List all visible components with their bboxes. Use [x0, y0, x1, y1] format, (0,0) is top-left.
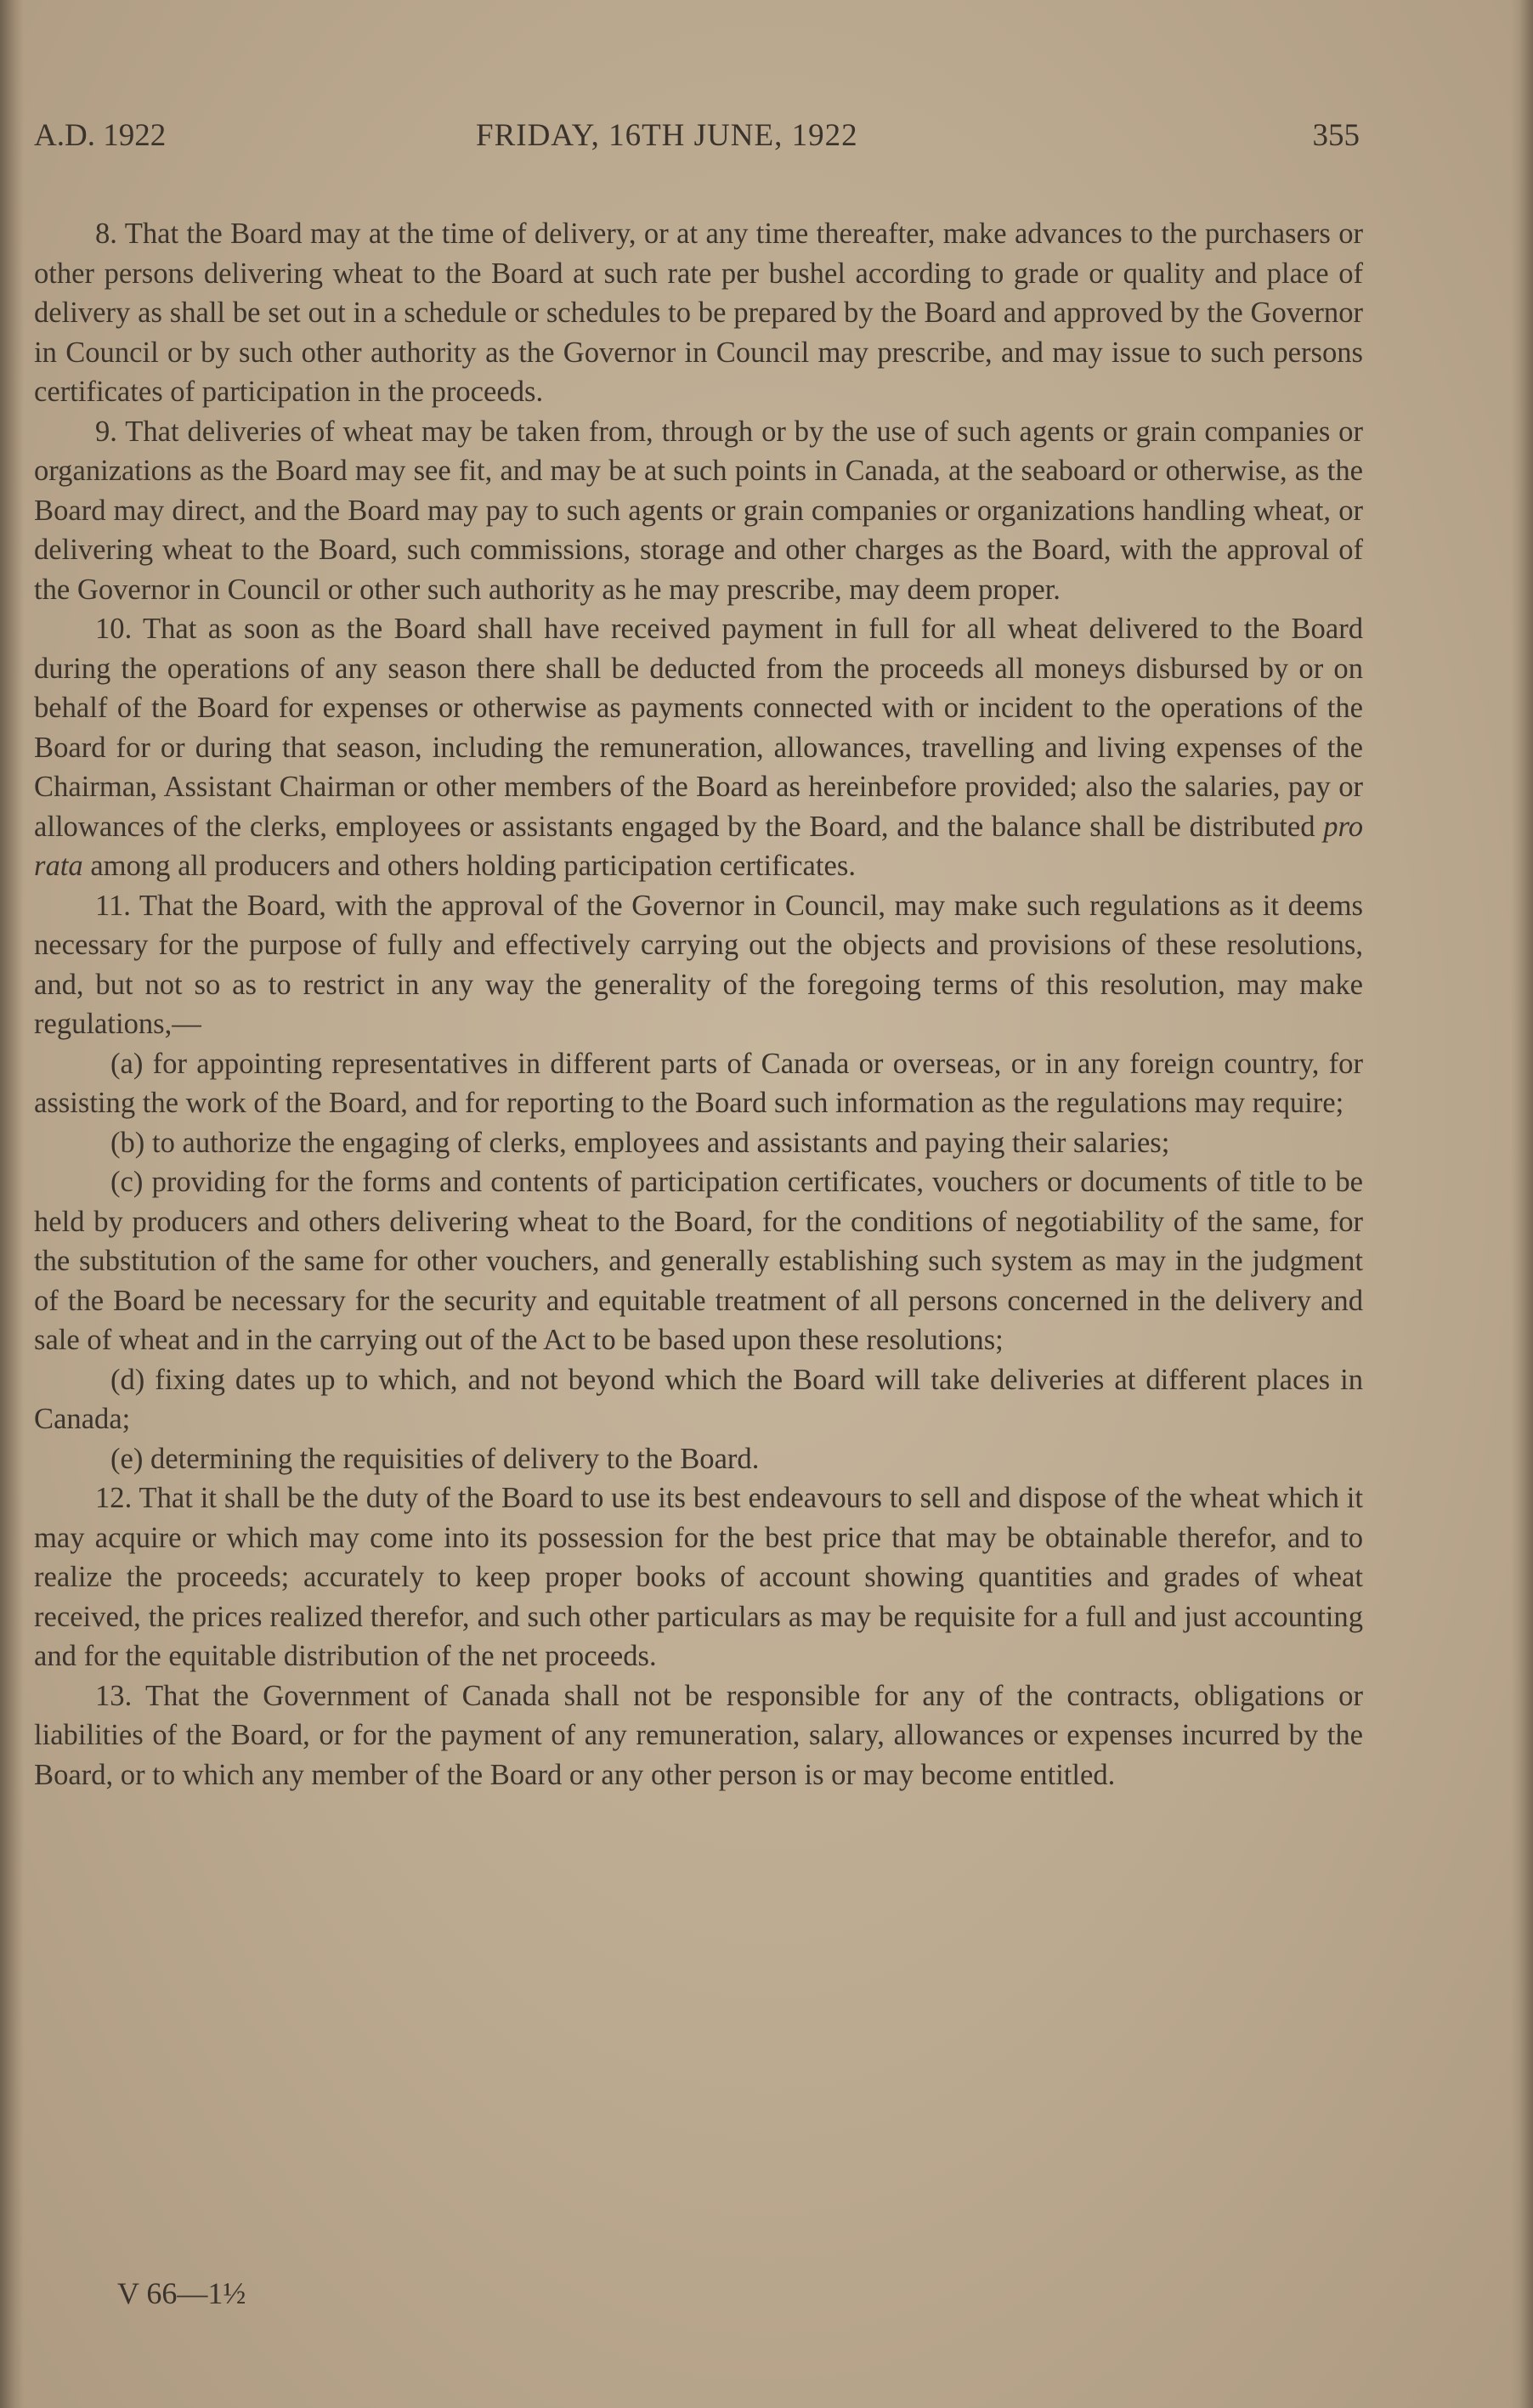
paragraph-9: 9. That deliveries of wheat may be taken from, through or by the use of such agents or grain companies or organizations as the Board may see fit, and may be at such points in Canada, at the seaboard or otherwise, as the Board may direct, and the Board may pay to such agents or grain companies or organizations handling wheat, or delivering wheat to the Board, such commissions, storage and other charges as the Board, with the approval of the Governor in Council or other such authority as he may prescribe, may deem proper. [34, 415, 1363, 606]
resolution-text [34, 214, 1363, 1795]
paragraph-8: 8. That the Board may at the time of delivery, or at any time thereafter, make advances to the purchasers or other persons delivering wheat to the Board at such rate per bushel according to grade or quality and place of delivery as shall be set out in a schedule or schedules to be prepared by the Board and approved by the Governor in Council or by such other authority as the Governor in Council may prescribe, and may issue to such persons certificates of participation in the proceeds. [34, 218, 1363, 408]
paragraph-10-main: 10. That as soon as the Board shall have received payment in full for all wheat delivered to the Board during the operations of any season there shall be deducted from the proceeds all moneys disbursed by or on behalf of the Board for expenses or otherwise as payments connected with or incident to the operations of the Board for or during that season, including the remuneration, allowances, travelling and living expenses of the Chairman, Assistant Chairman or other members of the Board as hereinbefore provided; also the salaries, pay or allowances of the clerks, employees or assistants engaged by the Board, and the balance shall be distributed [34, 613, 1363, 843]
clause-b: (b) to authorize the engaging of clerks, employees and assistants and paying their salaries; [110, 1126, 1170, 1159]
clause-d: (d) fixing dates up to which, and not beyond which the Board will take deliveries at different places in Canada; [34, 1363, 1363, 1435]
pro-rata-italic: pro rata [34, 810, 1363, 882]
paragraph-10-end: among all producers and others holding participation certificates. [90, 850, 856, 882]
page-edge-right [1511, 0, 1533, 2408]
clause-a: (a) for appointing representatives in different parts of Canada or overseas, or in any foreign country, for assisting the work of the Board, and for reporting to the Board such information as the regulations may require; [34, 1047, 1363, 1119]
paragraph-13: 13. That the Government of Canada shall not be responsible for any of the contracts, obligations or liabilities of the Board, or for the payment of any remuneration, salary, allowances or expenses incurred by the Board, or to which any member of the Board or any other person is or may become entitled. [34, 1679, 1363, 1791]
page-number: 355 [1312, 118, 1360, 153]
signature-mark: V 66—1½ [117, 2276, 246, 2310]
paragraph-10 [34, 609, 1363, 886]
header-date: FRIDAY, 16TH JUNE, 1922 [476, 118, 858, 153]
clause-e: (e) determining the requisities of delivery to the Board. [110, 1442, 760, 1475]
paragraph-12: 12. That it shall be the duty of the Board to use its best endeavours to sell and dispose of the wheat which it may acquire or which may come into its possession for the best price that may be obtainable therefor, and to realize the proceeds; accurately to keep proper books of account showing quantities and grades of wheat received, the prices realized therefor, and such other particulars as may be requisite for a full and just accounting and for the equitable distribution of the net proceeds. [34, 1482, 1363, 1672]
running-header [34, 117, 1360, 161]
page-edge-left [0, 0, 24, 2408]
header-year: A.D. 1922 [34, 118, 167, 153]
clause-c: (c) providing for the forms and contents of participation certificates, vouchers or documents of title to be held by producers and others delivering wheat to the Board, for the conditions of negotiability of the same, for the substitution of the same for other vouchers, and generally establishing such system as may in the judgment of the Board be necessary for the security and equitable treatment of all persons concerned in the delivery and sale of wheat and in the carrying out of the Act to be based upon these resolutions; [34, 1166, 1363, 1356]
paragraph-11: 11. That the Board, with the approval of the Governor in Council, may make such regulations as it deems necessary for the purpose of fully and effectively carrying out the objects and provisions of these resolutions, and, but not so as to restrict in any way the generality of the foregoing terms of this resolution, may make regulations,— [34, 889, 1363, 1040]
